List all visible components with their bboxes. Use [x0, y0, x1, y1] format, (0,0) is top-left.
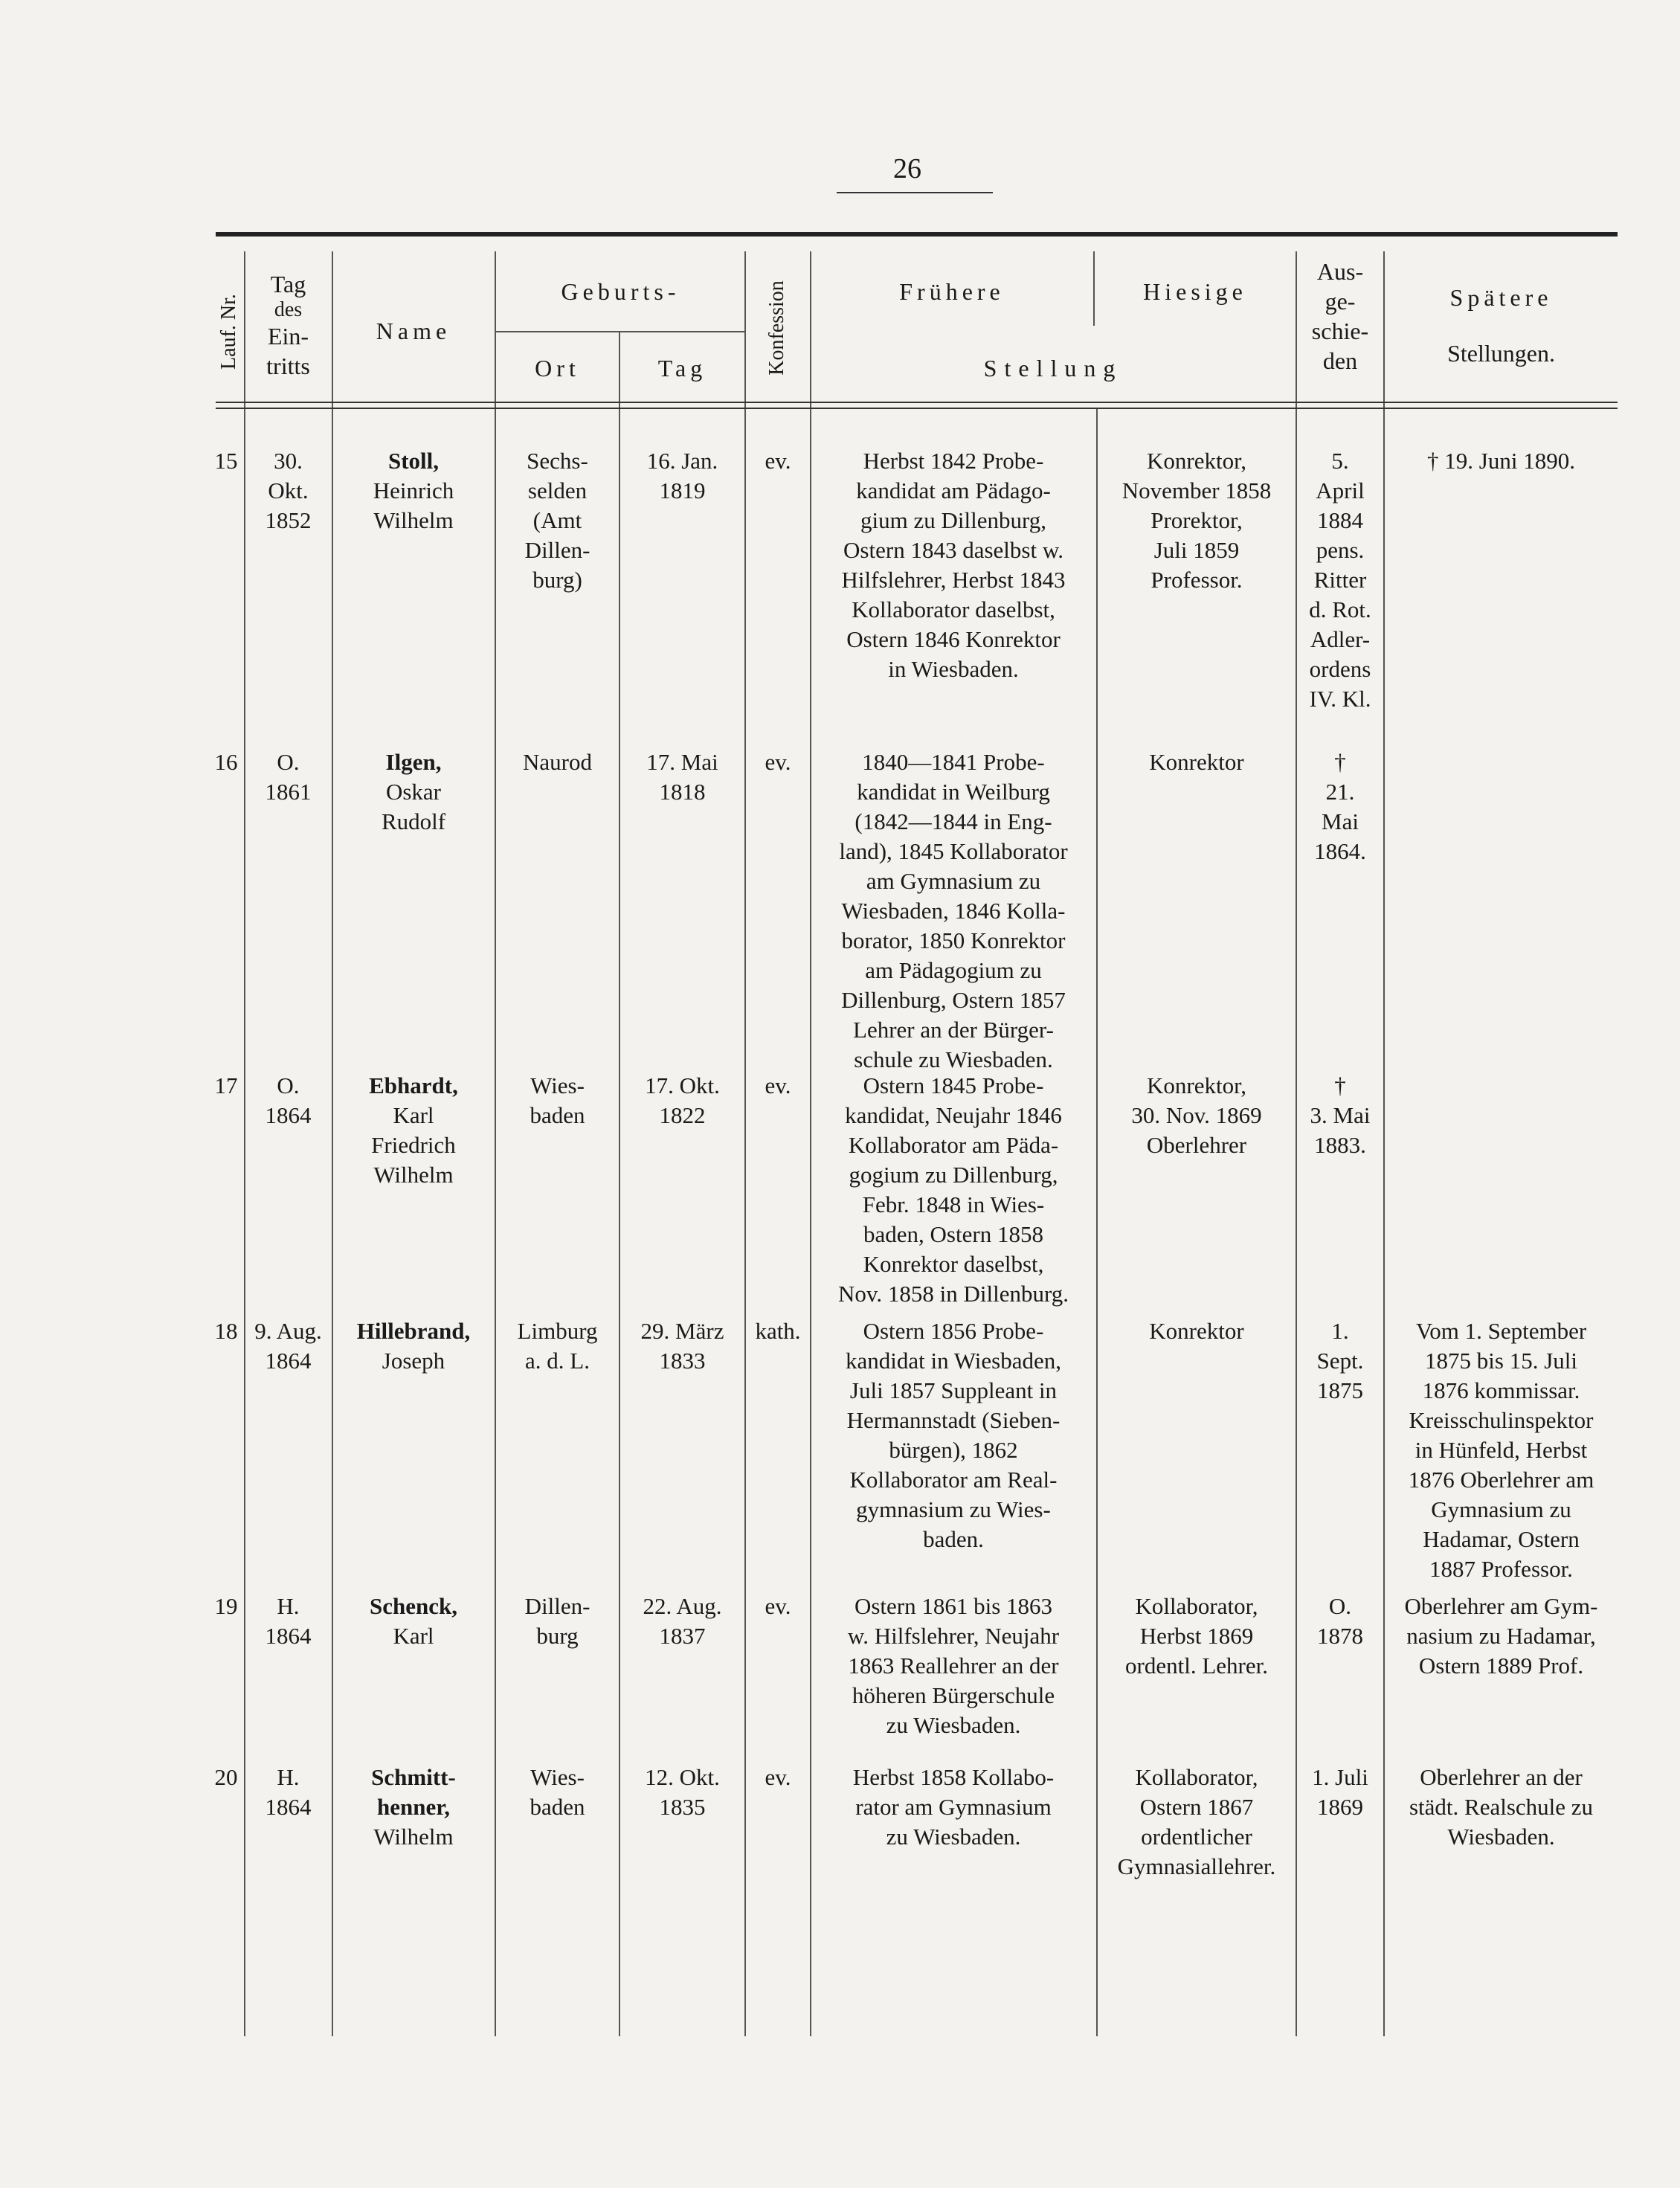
cell-line: ordentl. Lehrer. [1125, 1653, 1268, 1679]
cell-line: 1875 bis 15. Juli [1425, 1348, 1577, 1374]
cell-line: (1842—1844 in Eng- [855, 808, 1052, 834]
cell-line: Herbst 1869 [1139, 1623, 1254, 1649]
cell-line: Gymnasium zu [1431, 1496, 1571, 1522]
cell-line: Oberlehrer am Gym- [1404, 1593, 1598, 1619]
cell-line: 22. Aug. [643, 1593, 722, 1619]
cell-line: pens. [1316, 537, 1365, 563]
cell-eintritt [245, 1316, 331, 1376]
cell-fruehere [811, 1316, 1095, 1554]
cell-line: Ostern 1856 Probe- [863, 1318, 1044, 1344]
cell-line: borator, 1850 Konrektor [841, 927, 1066, 953]
cell-line: Konrektor [1149, 1318, 1244, 1344]
cell-tag [620, 446, 744, 506]
cell-hiesige [1098, 1763, 1296, 1882]
cell-line: 1869 [1317, 1794, 1363, 1820]
cell-line: Rudolf [381, 808, 446, 834]
cell-line: 1822 [659, 1102, 706, 1128]
cell-line: 1876 kommissar. [1422, 1377, 1580, 1403]
cell-line: 30. [274, 448, 303, 474]
cell-fruehere [811, 1071, 1095, 1309]
cell-line: Herbst 1842 Probe- [863, 448, 1044, 474]
cell-nr: 17 [214, 1072, 238, 1098]
header-stellungen: Stellungen. [1447, 340, 1555, 367]
cell-nr: 19 [214, 1593, 238, 1619]
cell-name [333, 1316, 494, 1376]
cell-line: Professor. [1150, 567, 1243, 593]
cell-line: Wies- [530, 1072, 585, 1098]
cell-line: kandidat in Wiesbaden, [845, 1348, 1062, 1374]
cell-line: O. [1328, 1593, 1352, 1619]
cell-line: kandidat in Weilburg [857, 779, 1050, 805]
cell-line: Heinrich [373, 477, 454, 503]
cell-line: in Hünfeld, Herbst [1415, 1437, 1588, 1463]
header-fruehere: Frühere [899, 278, 1005, 305]
cell-nr: 20 [214, 1764, 238, 1790]
cell-eintritt [245, 1592, 331, 1651]
header-bottom-rule [216, 408, 1618, 409]
cell-line: Naurod [523, 749, 592, 775]
cell-line: 5. [1331, 448, 1349, 474]
cell-line: Dillen- [524, 537, 590, 563]
cell-line: Joseph [382, 1348, 445, 1374]
header-spaetere: Spätere [1449, 284, 1553, 311]
cell-line: 1883. [1314, 1132, 1366, 1158]
cell-line: 1837 [659, 1623, 706, 1649]
cell-line: 1875 [1317, 1377, 1363, 1403]
cell-line: Hermannstadt (Sieben- [846, 1407, 1061, 1433]
cell-line: Sechs- [527, 448, 588, 474]
cell-line: Mai [1322, 808, 1359, 834]
cell-line: kandidat, Neujahr 1846 [845, 1102, 1062, 1128]
cell-line: November 1858 [1121, 477, 1272, 503]
cell-hiesige [1098, 1592, 1296, 1681]
cell-line: 1864 [265, 1102, 312, 1128]
cell-line: Hadamar, Ostern [1423, 1526, 1580, 1552]
cell-line: 1. Juli [1312, 1764, 1368, 1790]
cell-hiesige [1098, 446, 1296, 595]
cell-line: burg) [532, 567, 582, 593]
cell-line: Ostern 1846 Konrektor [846, 626, 1061, 652]
cell-tag [620, 1071, 744, 1130]
cell-tag [620, 1592, 744, 1651]
cell-eintritt [245, 1763, 331, 1822]
cell-line: am Gymnasium zu [866, 868, 1041, 894]
cell-line: Sept. [1316, 1348, 1364, 1374]
cell-line: Gymnasiallehrer. [1117, 1853, 1276, 1879]
header-stellung: Stellung [983, 355, 1123, 382]
cell-eintritt [245, 446, 331, 535]
header-text: tritts [266, 353, 310, 379]
cell-line: land), 1845 Kollaborator [839, 838, 1068, 864]
cell-nr: 15 [214, 448, 238, 474]
cell-line: Limburg [517, 1318, 598, 1344]
header-text: schie- [1311, 318, 1369, 344]
cell-line: Oberlehrer an der [1420, 1764, 1583, 1790]
geburts-subheader-rule [495, 331, 744, 332]
header-tag: Tag [657, 355, 707, 382]
cell-line: Kollaborator am Päda- [848, 1132, 1059, 1158]
cell-line: zu Wiesbaden. [886, 1712, 1021, 1738]
cell-line: Nov. 1858 in Dillenburg. [838, 1281, 1069, 1307]
cell-line: baden. [923, 1526, 984, 1552]
header-text: Ein- [267, 323, 309, 350]
cell-ausgeschieden [1297, 1071, 1383, 1160]
cell-line: Juli 1857 Suppleant in [849, 1377, 1058, 1403]
cell-line: gium zu Dillenburg, [860, 507, 1046, 533]
header-tag-des-eintritts [245, 269, 331, 381]
header-name: Name [376, 318, 451, 344]
person-surname: Ebhardt, [369, 1072, 458, 1098]
cell-line: Oberlehrer [1146, 1132, 1247, 1158]
cell-line: † [1334, 749, 1346, 775]
cell-ausgeschieden [1297, 1592, 1383, 1651]
cell-line: 3. Mai [1310, 1102, 1371, 1128]
cell-line: 1884 [1317, 507, 1363, 533]
cell-line: 30. Nov. 1869 [1131, 1102, 1262, 1128]
cell-line: baden [530, 1102, 585, 1128]
cell-line: d. Rot. [1309, 596, 1371, 622]
cell-line: Wilhelm [373, 507, 454, 533]
cell-line: Konrektor, [1147, 1072, 1246, 1098]
cell-name [333, 1763, 494, 1852]
person-surname: Schmitt- [371, 1764, 456, 1790]
header-text: des [274, 298, 303, 321]
cell-name [333, 1071, 494, 1190]
cell-line: Karl [393, 1102, 434, 1128]
cell-ort [496, 446, 619, 595]
cell-line: Karl [393, 1623, 434, 1649]
cell-line: Juli 1859 [1153, 537, 1240, 563]
cell-spaetere [1385, 446, 1618, 476]
person-surname: Stoll, [387, 448, 440, 474]
cell-line: a. d. L. [525, 1348, 590, 1374]
cell-line: Wilhelm [373, 1162, 454, 1188]
cell-line: † 19. Juni 1890. [1427, 448, 1575, 474]
cell-line: 1818 [659, 779, 706, 805]
cell-ort [496, 747, 619, 777]
cell-line: höheren Bürgerschule [852, 1682, 1055, 1708]
cell-line: Dillen- [524, 1593, 590, 1619]
cell-line: ordens [1309, 656, 1371, 682]
cell-ausgeschieden [1297, 1316, 1383, 1406]
cell-konfession: ev. [765, 1764, 791, 1790]
cell-konfession: ev. [765, 1072, 791, 1098]
cell-line: Konrektor daselbst, [863, 1251, 1044, 1277]
cell-hiesige [1098, 747, 1296, 777]
cell-line: 12. Okt. [645, 1764, 720, 1790]
cell-spaetere [1385, 1763, 1618, 1852]
cell-line: 1887 Professor. [1429, 1556, 1573, 1582]
cell-line: rator am Gymnasium [855, 1794, 1052, 1820]
cell-line: bürgen), 1862 [889, 1437, 1018, 1463]
header-text: Aus- [1316, 258, 1364, 285]
cell-line: städt. Realschule zu [1409, 1794, 1594, 1820]
cell-hiesige [1098, 1316, 1296, 1346]
cell-line: Herbst 1858 Kollabo- [852, 1764, 1055, 1790]
cell-line: H. [277, 1764, 300, 1790]
cell-line: Wiesbaden. [1447, 1824, 1555, 1850]
cell-ort [496, 1071, 619, 1130]
cell-ausgeschieden [1297, 446, 1383, 714]
cell-line: Ritter [1313, 567, 1367, 593]
cell-line: ordentlicher [1141, 1824, 1252, 1850]
cell-line: Ostern 1843 daselbst w. [843, 537, 1063, 563]
cell-nr: 18 [214, 1318, 238, 1344]
cell-line: O. [277, 1072, 300, 1098]
cell-line: Wiesbaden, 1846 Kolla- [841, 898, 1066, 924]
header-text: ge- [1325, 288, 1356, 315]
cell-spaetere [1385, 1316, 1618, 1584]
cell-line: 1833 [659, 1348, 706, 1374]
cell-line: Febr. 1848 in Wies- [862, 1191, 1045, 1217]
cell-line: selden [527, 477, 588, 503]
cell-line: Vom 1. September [1415, 1318, 1587, 1344]
cell-konfession: ev. [765, 1593, 791, 1619]
cell-line: 1861 [265, 779, 312, 805]
cell-ort [496, 1316, 619, 1376]
header-geburts: Geburts- [561, 278, 680, 305]
header-konfession: Konfession [765, 280, 788, 376]
cell-line: am Pädagogium zu [865, 957, 1042, 983]
cell-line: gogium zu Dillenburg, [849, 1162, 1058, 1188]
cell-hiesige [1098, 1071, 1296, 1160]
cell-line: 21. [1325, 779, 1355, 805]
cell-line: Kollaborator am Real- [849, 1467, 1058, 1493]
cell-line: 1864. [1314, 838, 1366, 864]
cell-line: 16. Jan. [646, 448, 718, 474]
cell-ort [496, 1763, 619, 1822]
cell-line: 9. Aug. [254, 1318, 322, 1344]
cell-line: 29. März [640, 1318, 724, 1344]
cell-line: Dillenburg, Ostern 1857 [841, 987, 1066, 1013]
cell-line: Hilfslehrer, Herbst 1843 [841, 567, 1066, 593]
cell-line: Kollaborator, [1135, 1593, 1258, 1619]
cell-line: IV. Kl. [1309, 686, 1371, 712]
cell-line: 1864 [265, 1623, 312, 1649]
cell-line: 17. Okt. [645, 1072, 720, 1098]
cell-fruehere [811, 1592, 1095, 1740]
cell-line: Kollaborator daselbst, [852, 596, 1055, 622]
header-text: den [1322, 347, 1358, 374]
cell-line: Prorektor, [1150, 507, 1243, 533]
person-surname: Hillebrand, [356, 1318, 471, 1344]
cell-line: w. Hilfslehrer, Neujahr [847, 1623, 1060, 1649]
cell-tag [620, 747, 744, 807]
cell-line: Friedrich [371, 1132, 456, 1158]
cell-nr: 16 [214, 749, 238, 775]
cell-line: zu Wiesbaden. [886, 1824, 1021, 1850]
cell-fruehere [811, 747, 1095, 1075]
header-lauf-nr: Lauf. Nr. [217, 294, 240, 370]
cell-line: kandidat am Pädago- [856, 477, 1051, 503]
cell-line: Kreisschulinspektor [1409, 1407, 1594, 1433]
person-surname: henner, [377, 1794, 450, 1820]
header-text: Tag [270, 271, 306, 297]
cell-konfession: kath. [755, 1318, 801, 1344]
cell-line: Konrektor, [1147, 448, 1246, 474]
cell-line: 1876 Oberlehrer am [1408, 1467, 1594, 1493]
cell-line: Ostern 1845 Probe- [863, 1072, 1044, 1098]
header-ort: Ort [535, 355, 580, 382]
cell-eintritt [245, 747, 331, 807]
cell-line: Adler- [1310, 626, 1371, 652]
cell-line: 1864 [265, 1794, 312, 1820]
cell-konfession: ev. [765, 749, 791, 775]
cell-line: H. [277, 1593, 300, 1619]
cell-line: Ostern 1867 [1139, 1794, 1254, 1820]
cell-ausgeschieden [1297, 747, 1383, 866]
cell-line: Kollaborator, [1135, 1764, 1258, 1790]
cell-line: in Wiesbaden. [888, 656, 1019, 682]
cell-ausgeschieden [1297, 1763, 1383, 1822]
cell-line: Ostern 1861 bis 1863 [854, 1593, 1053, 1619]
cell-line: 1819 [659, 477, 706, 503]
cell-name [333, 446, 494, 535]
cell-tag [620, 1316, 744, 1376]
cell-line: (Amt [532, 507, 582, 533]
cell-line: baden, Ostern 1858 [863, 1221, 1043, 1247]
cell-konfession: ev. [765, 448, 791, 474]
header-bottom-rule [216, 402, 1618, 403]
cell-line: 1840—1841 Probe- [862, 749, 1045, 775]
cell-line: † [1334, 1072, 1346, 1098]
page-number-rule [837, 192, 993, 193]
cell-line: Lehrer an der Bürger- [853, 1017, 1054, 1043]
cell-line: April [1316, 477, 1365, 503]
cell-fruehere [811, 446, 1095, 684]
cell-line: O. [277, 749, 300, 775]
cell-line: Wies- [530, 1764, 585, 1790]
cell-line: 1864 [265, 1348, 312, 1374]
person-surname: Schenck, [370, 1593, 457, 1619]
cell-line: Ostern 1889 Prof. [1418, 1653, 1584, 1679]
cell-spaetere [1385, 1592, 1618, 1681]
table-top-rule [216, 232, 1618, 237]
header-ausgeschieden [1297, 257, 1383, 376]
cell-line: 1878 [1317, 1623, 1363, 1649]
cell-line: Wilhelm [373, 1824, 454, 1850]
header-hiesige: Hiesige [1143, 278, 1247, 305]
cell-line: Konrektor [1149, 749, 1244, 775]
page-number: 26 [893, 153, 921, 184]
cell-name [333, 747, 494, 837]
cell-fruehere [811, 1763, 1095, 1852]
person-surname: Ilgen, [385, 749, 442, 775]
cell-line: baden [530, 1794, 585, 1820]
cell-line: gymnasium zu Wies- [856, 1496, 1051, 1522]
cell-eintritt [245, 1071, 331, 1130]
cell-line: 1863 Reallehrer an der [848, 1653, 1059, 1679]
cell-line: nasium zu Hadamar, [1406, 1623, 1596, 1649]
cell-ort [496, 1592, 619, 1651]
cell-line: 1. [1331, 1318, 1349, 1344]
cell-line: Okt. [268, 477, 309, 503]
cell-tag [620, 1763, 744, 1822]
cell-line: Oskar [385, 779, 442, 805]
cell-line: 17. Mai [646, 749, 718, 775]
cell-line: 1852 [265, 507, 312, 533]
cell-line: schule zu Wiesbaden. [854, 1046, 1053, 1072]
cell-line: 1835 [659, 1794, 706, 1820]
cell-name [333, 1592, 494, 1651]
cell-line: burg [536, 1623, 579, 1649]
